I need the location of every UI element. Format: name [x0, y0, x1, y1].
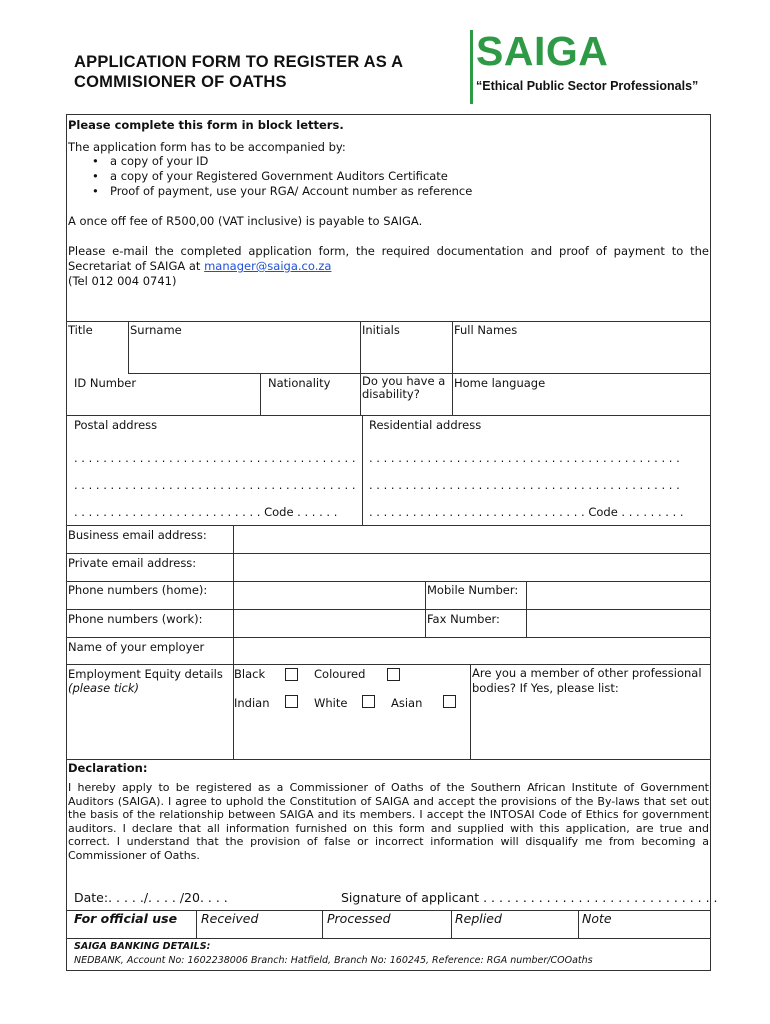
nationality-label: Nationality	[268, 376, 331, 390]
email-instruction-text: Please e-mail the completed application form, the required documentation and proof of payment to the Secretariat of SAIGA at	[68, 244, 709, 273]
surname-label: Surname	[130, 323, 182, 337]
title-label: Title	[68, 323, 93, 337]
asian-checkbox[interactable]	[443, 695, 456, 708]
coloured-label: Coloured	[314, 667, 366, 681]
requirement-item: • a copy of your ID	[68, 154, 472, 169]
divider	[66, 637, 711, 638]
black-label: Black	[234, 667, 266, 681]
official-use-label: For official use	[74, 911, 178, 926]
declaration-heading: Declaration:	[68, 761, 148, 775]
divider	[66, 938, 711, 939]
email-link[interactable]: manager@saiga.co.za	[204, 259, 332, 273]
white-checkbox[interactable]	[362, 695, 375, 708]
employer-label: Name of your employer	[68, 640, 205, 654]
declaration-text: I hereby apply to be registered as a Commissioner of Oaths of the Southern African Institute of Government Auditors (SAIGA). I agree to uphold the Constitution of SAIGA and accept the provisions of the By-laws that set out the basis of the relationship between SAIGA and its members. I accept the INTOSAI Code of Ethics for government auditors. I declare that all information furnished on this form and supplied with this application, are true and correct. I understand that the provision of false or incorrect information will disqualify me from becoming a Commissioner of Oaths.	[68, 781, 709, 862]
divider	[260, 373, 261, 415]
divider	[66, 525, 711, 526]
divider	[66, 581, 711, 582]
accompanied-text: The application form has to be accompanied by:	[68, 140, 346, 154]
phone-work-label: Phone numbers (work):	[68, 612, 203, 626]
residential-code-line: . . . . . . . . . . . . . . . . . . . . . . . . . . . . . . Code . . . . . . . . .	[369, 505, 684, 519]
divider	[66, 664, 711, 665]
email-instruction	[68, 244, 709, 274]
divider	[66, 759, 711, 760]
equity-label: Employment Equity details	[68, 667, 223, 681]
phone-home-label: Phone numbers (home):	[68, 583, 208, 597]
initials-label: Initials	[362, 323, 400, 337]
block-letters-instruction: Please complete this form in block letters.	[68, 118, 344, 132]
divider	[66, 609, 711, 610]
black-checkbox[interactable]	[285, 668, 298, 681]
postal-line: . . . . . . . . . . . . . . . . . . . . . . . . . . . . . . . . . . . . . . .	[74, 451, 356, 465]
residential-line: . . . . . . . . . . . . . . . . . . . . . . . . . . . . . . . . . . . . . . . . . . .	[369, 478, 680, 492]
divider	[196, 910, 197, 938]
full-names-label: Full Names	[454, 323, 518, 337]
id-number-label: ID Number	[74, 376, 137, 390]
banking-details: NEDBANK, Account No: 1602238006 Branch: Hatfield, Branch No: 160245, Reference: RGA number/COOaths	[74, 955, 593, 966]
member-question: Are you a member of other professional bodies? If Yes, please list:	[472, 666, 702, 695]
saiga-logo: SAIGA	[476, 28, 609, 74]
residential-line: . . . . . . . . . . . . . . . . . . . . . . . . . . . . . . . . . . . . . . . . . . .	[369, 451, 680, 465]
logo-tagline: “Ethical Public Sector Professionals”	[476, 79, 699, 93]
divider	[425, 581, 426, 637]
postal-code-line: . . . . . . . . . . . . . . . . . . . . . . . . . . Code . . . . . .	[74, 505, 338, 519]
indian-label: Indian	[234, 696, 270, 710]
asian-label: Asian	[391, 696, 423, 710]
divider	[322, 910, 323, 938]
form-title-line2: COMMISIONER OF OATHS	[74, 73, 287, 91]
divider	[66, 415, 711, 416]
residential-address-label: Residential address	[369, 418, 482, 432]
date-line: Date:. . . . ./. . . . /20. . . .	[74, 890, 228, 905]
disability-label: Do you have a disability?	[362, 374, 446, 401]
requirement-item: • a copy of your Registered Government Auditors Certificate	[68, 169, 472, 184]
coloured-checkbox[interactable]	[387, 668, 400, 681]
divider	[470, 664, 471, 759]
home-language-label: Home language	[454, 376, 546, 390]
divider	[128, 321, 129, 373]
tel-text: (Tel 012 004 0741)	[68, 274, 177, 288]
requirements-list	[68, 154, 472, 199]
form-title-line1: APPLICATION FORM TO REGISTER AS A	[74, 53, 404, 71]
divider	[526, 581, 527, 637]
divider	[362, 415, 363, 525]
equity-hint: (please tick)	[68, 681, 139, 695]
divider	[578, 910, 579, 938]
divider	[66, 321, 711, 322]
indian-checkbox[interactable]	[285, 695, 298, 708]
form-title	[74, 52, 454, 92]
divider	[66, 553, 711, 554]
processed-label: Processed	[327, 911, 391, 926]
business-email-label: Business email address:	[68, 528, 207, 542]
postal-line: . . . . . . . . . . . . . . . . . . . . . . . . . . . . . . . . . . . . . . .	[74, 478, 356, 492]
white-label: White	[314, 696, 348, 710]
replied-label: Replied	[455, 911, 502, 926]
mobile-label: Mobile Number:	[427, 583, 519, 597]
divider	[233, 525, 234, 759]
requirement-item: • Proof of payment, use your RGA/ Account number as reference	[68, 184, 472, 199]
divider	[451, 910, 452, 938]
fee-text: A once off fee of R500,00 (VAT inclusive) is payable to SAIGA.	[68, 214, 423, 228]
private-email-label: Private email address:	[68, 556, 197, 570]
signature-line: Signature of applicant . . . . . . . . . . . . . . . . . . . . . . . . . . . . . .	[341, 890, 718, 905]
note-label: Note	[582, 911, 612, 926]
divider	[360, 321, 361, 415]
logo-divider	[470, 30, 473, 104]
banking-heading: SAIGA BANKING DETAILS:	[74, 941, 211, 952]
fax-label: Fax Number:	[427, 612, 500, 626]
received-label: Received	[201, 911, 259, 926]
postal-address-label: Postal address	[74, 418, 158, 432]
